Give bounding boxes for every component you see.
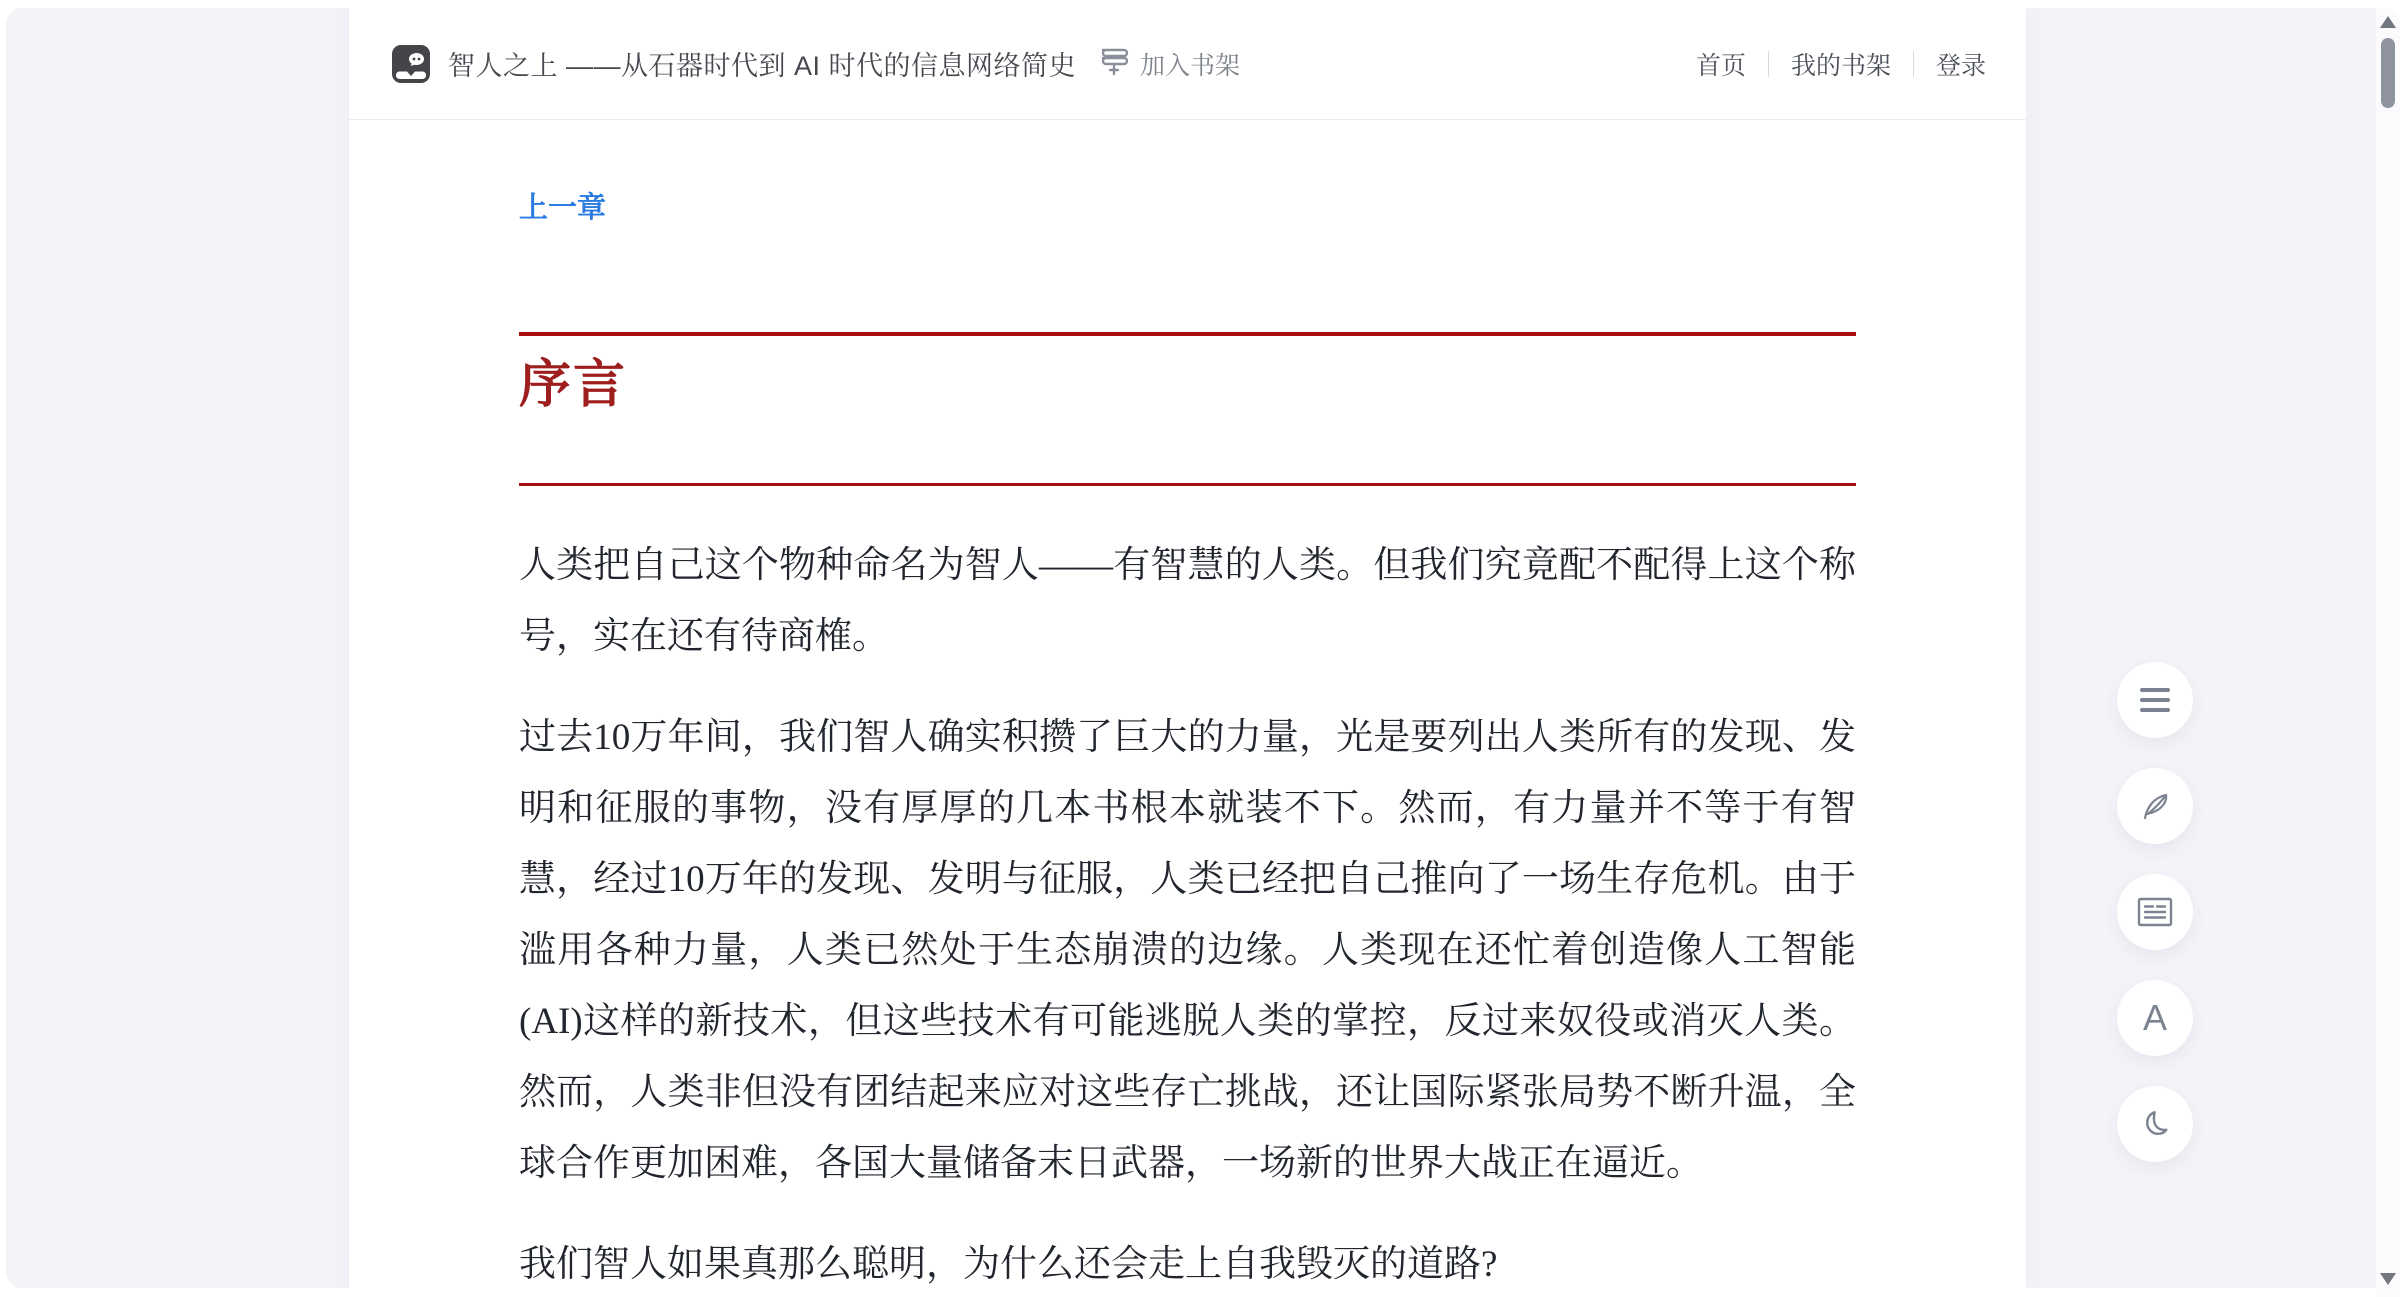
scrollbar-thumb[interactable]: [2381, 38, 2395, 108]
nav-login-link[interactable]: 登录: [1935, 51, 1986, 80]
night-mode-button[interactable]: [2117, 1086, 2193, 1162]
card-lines-icon: [2136, 896, 2174, 928]
article-paragraph: 过去10万年间，我们智人确实积攒了巨大的力量，光是要列出人类所有的发现、发明和征服的事物，没有厚厚的几本书根本就装不下。然而，有力量并不等于有智慧，经过10万年的发现、发明与征服，人类已经把自己推向了一场生存危机。由于滥用各种力量，人类已然处于生态崩溃的边缘。人类现在还忙着创造像人工智能(AI)这样的新技术，但这些技术有可能逃脱人类的掌控，反过来奴役或消灭人类。然而，人类非但没有团结起来应对这些存亡挑战，还让国际紧张局势不断升温，全球合作更加困难，各国大量储备末日武器，一场新的世界大战正在逼近。: [519, 717, 1856, 1184]
chapter-article: [349, 120, 2026, 1288]
content-sheet: [349, 8, 2026, 1288]
nav-separator: [1768, 51, 1769, 77]
bookshelf-plus-icon: [1098, 46, 1130, 81]
top-nav: [1696, 46, 1986, 82]
scrollbar-up-arrow[interactable]: [2380, 16, 2396, 28]
reading-mode-button[interactable]: [2117, 874, 2193, 950]
header-bar: [349, 8, 2026, 120]
add-to-shelf-label: 加入书架: [1140, 51, 1241, 80]
nav-my-shelf-link[interactable]: 我的书架: [1790, 51, 1891, 80]
scrollbar[interactable]: [2376, 8, 2400, 1297]
hamburger-icon: [2140, 688, 2170, 712]
add-to-shelf-button[interactable]: [1098, 46, 1240, 82]
chapter-title: 序言: [519, 357, 628, 414]
chapter-title-bottom-rule: [519, 483, 1856, 486]
reader-tool-stack: [2117, 662, 2193, 1162]
nav-separator: [1913, 51, 1914, 77]
quill-icon: [2137, 788, 2173, 824]
notes-button[interactable]: [2117, 768, 2193, 844]
moon-icon: [2138, 1107, 2172, 1141]
nav-home-link[interactable]: 首页: [1695, 51, 1746, 80]
chapter-title-top-rule: [519, 332, 1856, 336]
article-paragraph: 人类把自己这个物种命名为智人——有智慧的人类。但我们究竟配不配得上这个称号，实在还有待商榷。: [519, 545, 1856, 657]
book-title[interactable]: 智人之上 ——从石器时代到 AI 时代的信息网络简史: [448, 51, 1077, 81]
toc-button[interactable]: [2117, 662, 2193, 738]
article-paragraph: 我们智人如果真那么聪明，为什么还会走上自我毁灭的道路?: [519, 1244, 1498, 1285]
letter-a-icon: A: [2142, 997, 2167, 1038]
reader-page: [6, 8, 2394, 1288]
prev-chapter-link[interactable]: 上一章: [519, 192, 607, 224]
scrollbar-down-arrow[interactable]: [2380, 1273, 2396, 1285]
font-settings-button[interactable]: [2117, 980, 2193, 1056]
book-app-logo-icon[interactable]: [392, 45, 430, 83]
